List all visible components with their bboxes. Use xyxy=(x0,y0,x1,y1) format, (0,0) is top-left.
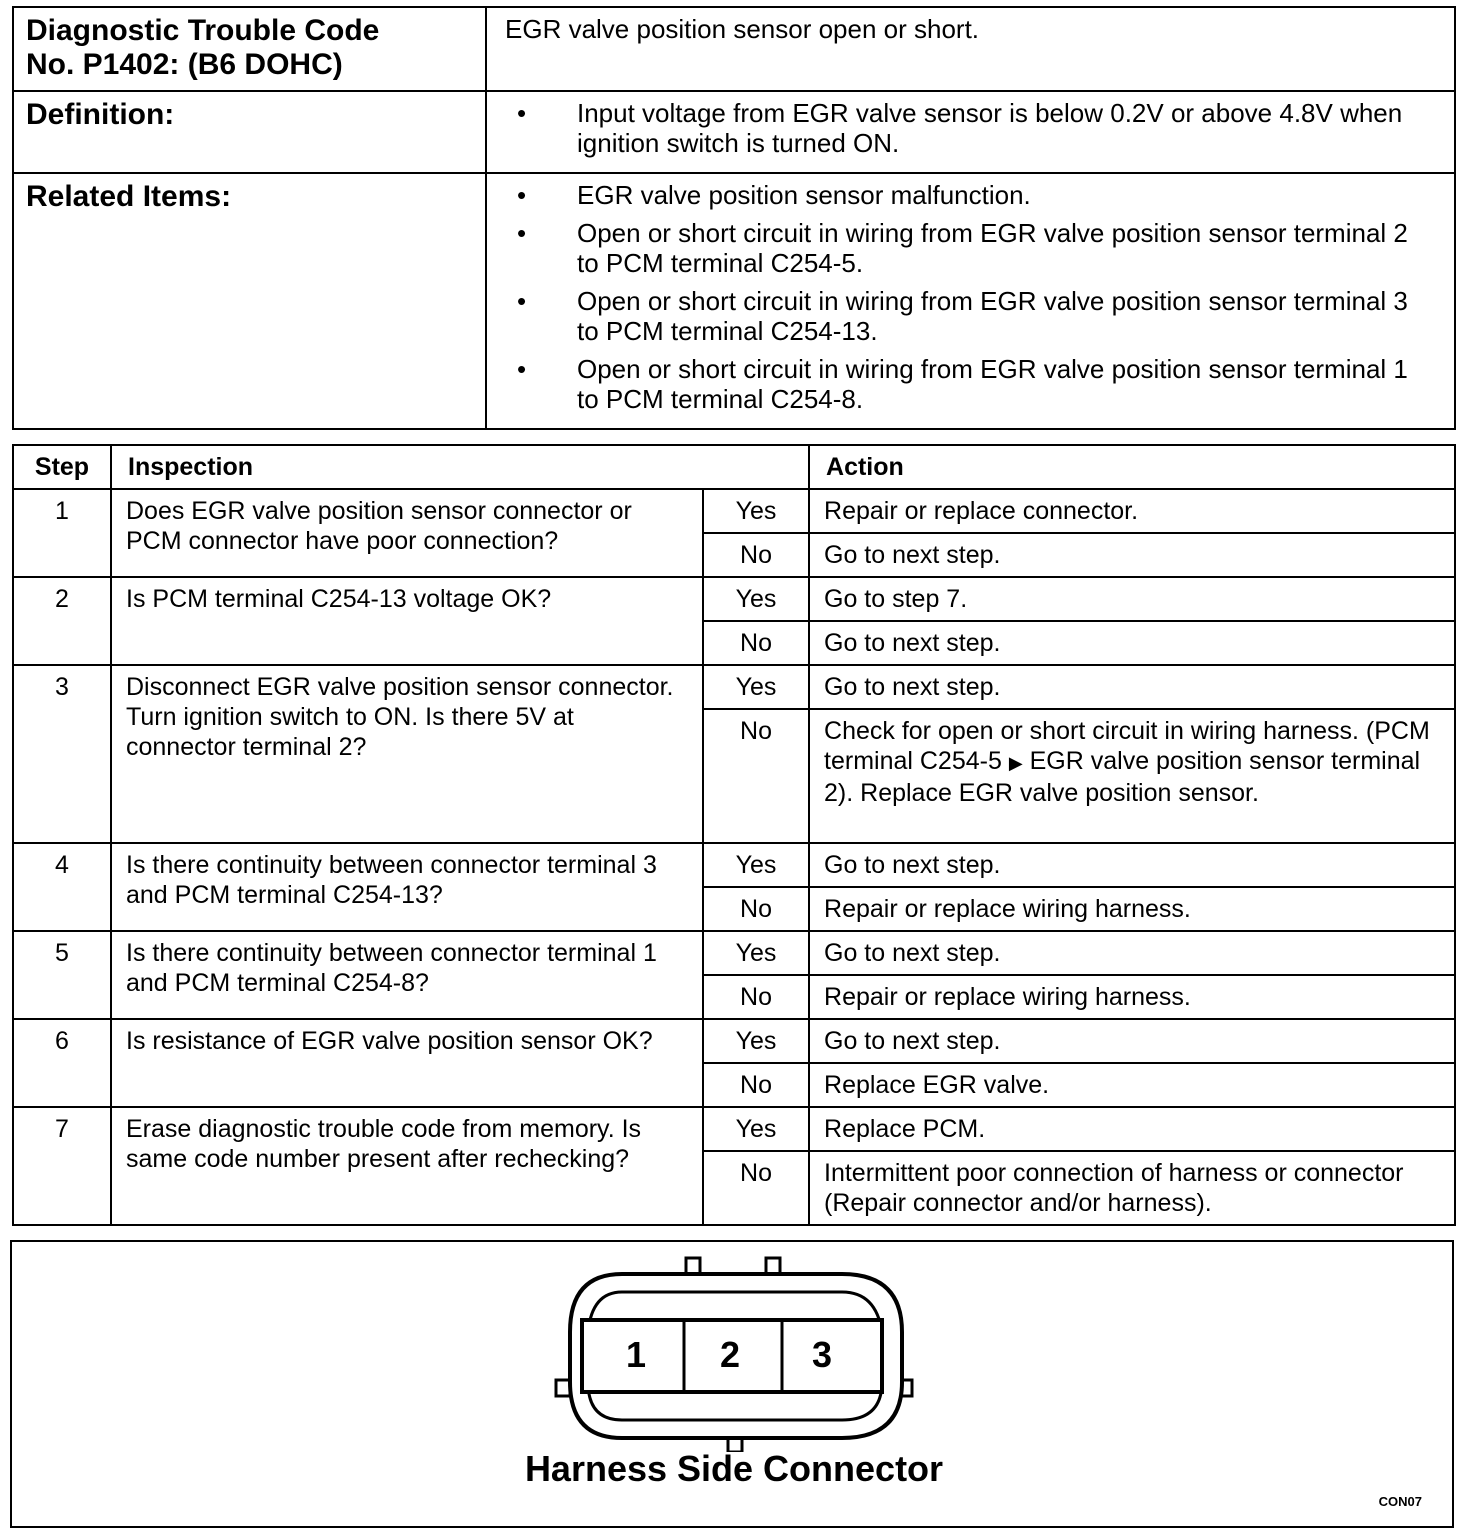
no-action-part-b: EGR valve position sensor terminal 2). Replace EGR valve position sensor. xyxy=(824,747,1421,807)
step-inspection: Is there continuity between connector terminal 1 and PCM terminal C254-8? xyxy=(111,931,703,1019)
step-number: 4 xyxy=(13,843,111,931)
step-inspection: Is resistance of EGR valve position sensor OK? xyxy=(111,1019,703,1107)
definition-value xyxy=(486,91,1455,173)
dtc-code-label-line1: Diagnostic Trouble Code xyxy=(26,14,380,47)
yes-action: Go to step 7. xyxy=(809,577,1455,621)
no-action: Replace EGR valve. xyxy=(809,1063,1455,1107)
no-action: Go to next step. xyxy=(809,621,1455,665)
no-label: No xyxy=(703,621,809,665)
step-inspection: Does EGR valve position sensor connector or PCM connector have poor connection? xyxy=(111,489,703,577)
no-action xyxy=(809,709,1455,843)
related-item: • Open or short circuit in wiring from EGR valve position sensor terminal 3 to PCM terminal C254-13. xyxy=(505,286,1436,346)
harness-connector-icon xyxy=(552,1252,932,1452)
definition-item: • Input voltage from EGR valve sensor is below 0.2V or above 4.8V when ignition switch is turned ON. xyxy=(505,98,1436,158)
step-number: 7 xyxy=(13,1107,111,1225)
no-action-part-a: Check for open or short circuit in wiring harness. (PCM terminal C254-5 xyxy=(824,717,1430,775)
dtc-code-label xyxy=(13,7,486,91)
connector-tab xyxy=(556,1380,570,1396)
no-action: Intermittent poor connection of harness or connector (Repair connector and/or harness). xyxy=(809,1151,1455,1225)
diagram-code: CON07 xyxy=(1378,1494,1422,1509)
dtc-code-value: EGR valve position sensor open or short. xyxy=(486,7,1455,91)
related-item: • EGR valve position sensor malfunction. xyxy=(505,180,1436,210)
inspection-steps-table xyxy=(12,444,1456,1224)
yes-label: Yes xyxy=(703,931,809,975)
no-label: No xyxy=(703,533,809,577)
step-header: Step xyxy=(13,445,111,489)
step-number: 1 xyxy=(13,489,111,577)
step-number: 5 xyxy=(13,931,111,1019)
yes-label: Yes xyxy=(703,1019,809,1063)
related-item: • Open or short circuit in wiring from EGR valve position sensor terminal 1 to PCM terminal C254-8. xyxy=(505,354,1436,414)
step-inspection: Disconnect EGR valve position sensor connector. Turn ignition switch to ON. Is there 5V at connector terminal 2? xyxy=(111,665,703,843)
yes-label: Yes xyxy=(703,577,809,621)
step-inspection: Is PCM terminal C254-13 voltage OK? xyxy=(111,577,703,665)
yes-label: Yes xyxy=(703,1107,809,1151)
no-action: Repair or replace wiring harness. xyxy=(809,975,1455,1019)
dtc-info-table xyxy=(12,6,1456,418)
connector-tab xyxy=(686,1258,700,1274)
terminal-2-label: 2 xyxy=(719,1334,741,1375)
step-inspection: Is there continuity between connector terminal 3 and PCM terminal C254-13? xyxy=(111,843,703,931)
yes-action: Go to next step. xyxy=(809,1019,1455,1063)
related-items-label: Related Items: xyxy=(13,173,486,429)
related-item: • Open or short circuit in wiring from EGR valve position sensor terminal 2 to PCM terminal C254-5. xyxy=(505,218,1436,278)
no-action: Repair or replace wiring harness. xyxy=(809,887,1455,931)
terminal-3-label: 3 xyxy=(811,1334,833,1375)
connector-diagram-panel xyxy=(10,1240,1454,1528)
no-label: No xyxy=(703,709,809,843)
terminal-1-label: 1 xyxy=(625,1334,647,1375)
inspection-header: Inspection xyxy=(111,445,809,489)
no-action: Go to next step. xyxy=(809,533,1455,577)
action-header: Action xyxy=(809,445,1455,489)
no-label: No xyxy=(703,887,809,931)
definition-label: Definition: xyxy=(13,91,486,173)
yes-action: Replace PCM. xyxy=(809,1107,1455,1151)
yes-label: Yes xyxy=(703,489,809,533)
no-label: No xyxy=(703,975,809,1019)
yes-action: Go to next step. xyxy=(809,843,1455,887)
yes-label: Yes xyxy=(703,843,809,887)
no-label: No xyxy=(703,1063,809,1107)
arrow-icon: ▶ xyxy=(1008,753,1023,773)
step-number: 3 xyxy=(13,665,111,843)
connector-tab xyxy=(766,1258,780,1274)
yes-label: Yes xyxy=(703,665,809,709)
no-label: No xyxy=(703,1151,809,1225)
step-number: 2 xyxy=(13,577,111,665)
step-inspection: Erase diagnostic trouble code from memory. Is same code number present after rechecking? xyxy=(111,1107,703,1225)
diagram-title: Harness Side Connector xyxy=(524,1448,944,1489)
related-items-value xyxy=(486,173,1455,429)
dtc-code-label-line2: No. P1402: (B6 DOHC) xyxy=(26,48,343,81)
yes-action: Go to next step. xyxy=(809,665,1455,709)
yes-action: Go to next step. xyxy=(809,931,1455,975)
yes-action: Repair or replace connector. xyxy=(809,489,1455,533)
step-number: 6 xyxy=(13,1019,111,1107)
